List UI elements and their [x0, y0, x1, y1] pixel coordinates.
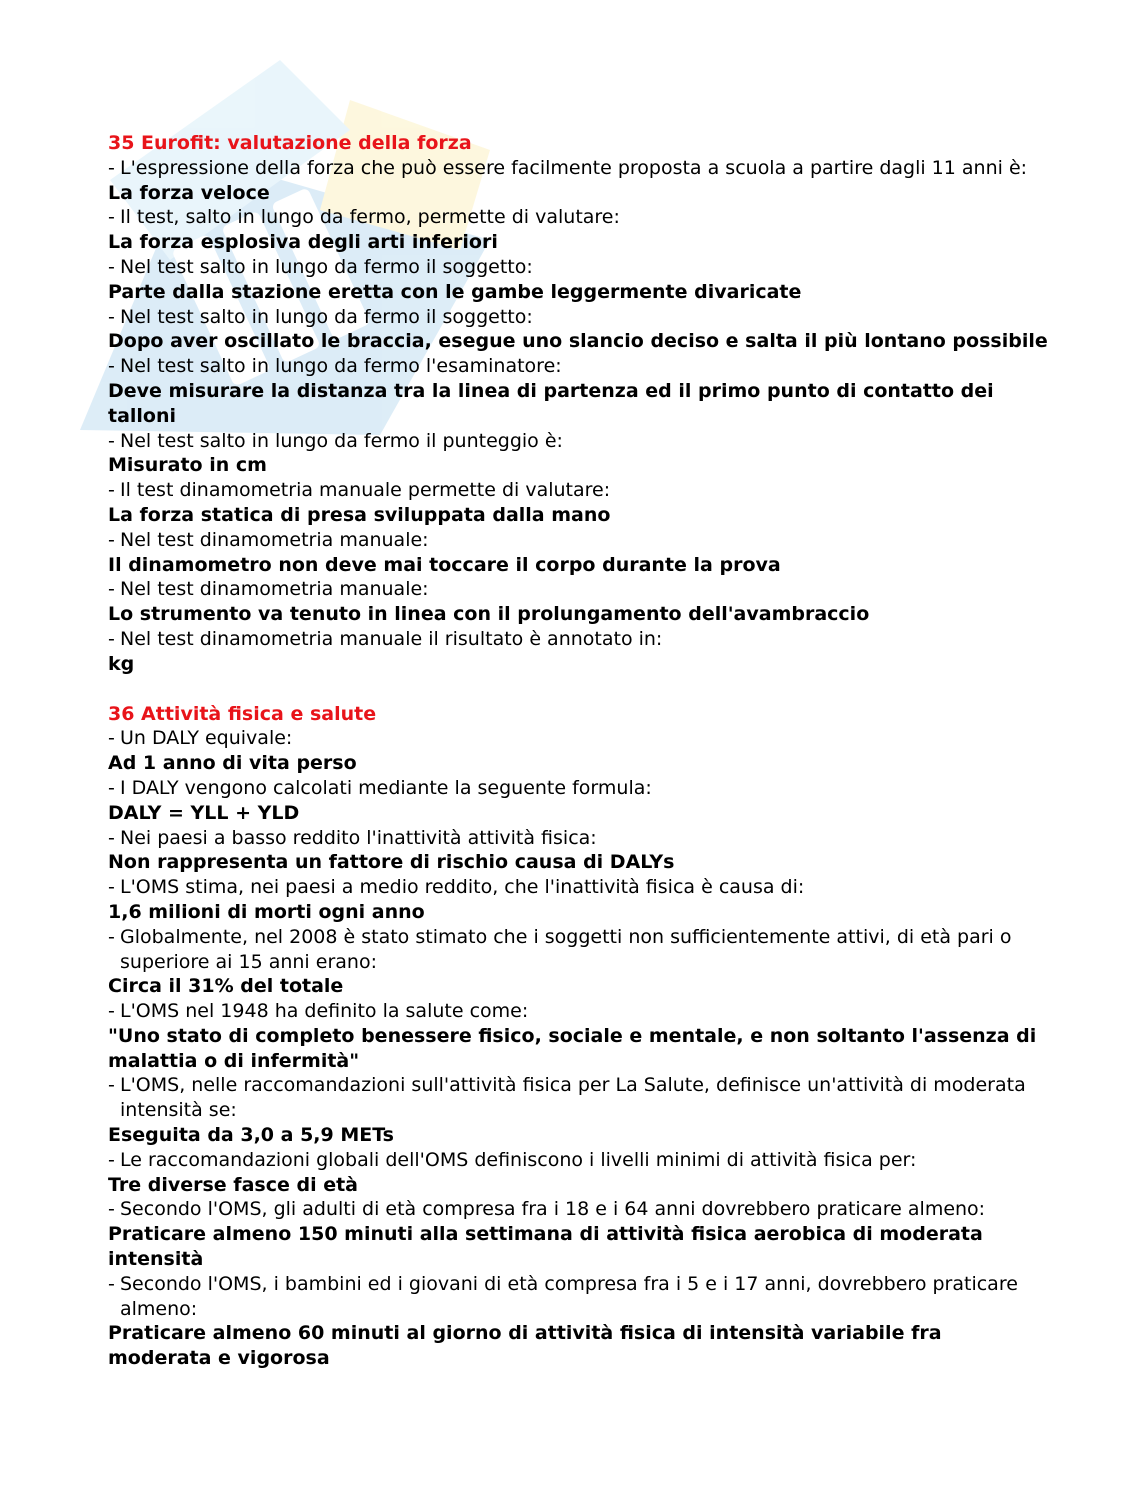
answer: La forza statica di presa sviluppata dalla mano: [108, 503, 611, 526]
question: - L'espressione della forza che può essere facilmente proposta a scuola a partire dagli 11 anni è:: [108, 156, 1028, 179]
qa-item: [108, 875, 1048, 925]
question: - Secondo l'OMS, gli adulti di età compresa fra i 18 e i 64 anni dovrebbero praticare almeno:: [108, 1198, 986, 1221]
question: - L'OMS stima, nei paesi a medio reddito, che l'inattività fisica è causa di:: [108, 876, 805, 899]
qa-item: [108, 826, 1048, 876]
qa-item: [108, 255, 1048, 305]
question: - Globalmente, nel 2008 è stato stimato che i soggetti non sufficientemente attivi, di età pari o superiore ai 15 anni erano:: [108, 925, 1012, 973]
qa-item: [108, 429, 1048, 479]
answer: Praticare almeno 150 minuti alla settimana di attività fisica aerobica di moderata intensità: [108, 1223, 983, 1271]
answer: Misurato in cm: [108, 454, 267, 477]
answer: Eseguita da 3,0 a 5,9 METs: [108, 1124, 394, 1147]
answer: Parte dalla stazione eretta con le gambe leggermente divaricate: [108, 280, 802, 303]
section-eurofit: [108, 131, 1048, 677]
answer: Circa il 31% del totale: [108, 975, 344, 998]
qa-item: [108, 305, 1048, 355]
section-attivita-fisica: [108, 702, 1048, 1372]
answer: Il dinamometro non deve mai toccare il corpo durante la prova: [108, 553, 781, 576]
qa-item: [108, 1197, 1048, 1271]
section-title: 36 Attività fisica e salute: [108, 702, 377, 725]
question: - Nel test dinamometria manuale:: [108, 528, 429, 551]
qa-item: [108, 205, 1048, 255]
qa-item: [108, 156, 1048, 206]
qa-item: [108, 1148, 1048, 1198]
qa-item: [108, 1272, 1048, 1371]
question: - Il test, salto in lungo da fermo, permette di valutare:: [108, 206, 620, 229]
qa-item: [108, 627, 1048, 677]
qa-item: [108, 925, 1048, 999]
answer: Non rappresenta un fattore di rischio causa di DALYs: [108, 851, 675, 874]
answer: Ad 1 anno di vita perso: [108, 752, 357, 775]
answer: La forza veloce: [108, 181, 270, 204]
question: - Il test dinamometria manuale permette di valutare:: [108, 479, 611, 502]
answer: Praticare almeno 60 minuti al giorno di attività fisica di intensità variabile fra moderata e vigorosa: [108, 1322, 942, 1370]
qa-item: [108, 726, 1048, 776]
document-page: [108, 131, 1048, 1396]
question: - Secondo l'OMS, i bambini ed i giovani di età compresa fra i 5 e i 17 anni, dovrebbero praticare almeno:: [108, 1272, 1018, 1320]
qa-item: [108, 354, 1048, 428]
question: - L'OMS, nelle raccomandazioni sull'attività fisica per La Salute, definisce un'attività di moderata intensità se:: [108, 1074, 1026, 1122]
question: - Nel test salto in lungo da fermo il soggetto:: [108, 255, 533, 278]
question: - Nel test dinamometria manuale:: [108, 578, 429, 601]
qa-item: [108, 999, 1048, 1073]
question: - L'OMS nel 1948 ha definito la salute come:: [108, 1000, 529, 1023]
section-title: 35 Eurofit: valutazione della forza: [108, 132, 472, 154]
question: - Nel test dinamometria manuale il risultato è annotato in:: [108, 627, 663, 650]
question: - Nel test salto in lungo da fermo il punteggio è:: [108, 429, 563, 452]
question: - Nel test salto in lungo da fermo il soggetto:: [108, 305, 533, 328]
answer: Lo strumento va tenuto in linea con il prolungamento dell'avambraccio: [108, 603, 870, 626]
answer: kg: [108, 652, 135, 675]
qa-item: [108, 1073, 1048, 1147]
answer: Deve misurare la distanza tra la linea di partenza ed il primo punto di contatto dei talloni: [108, 379, 994, 427]
question: - Nel test salto in lungo da fermo l'esaminatore:: [108, 355, 562, 378]
answer: 1,6 milioni di morti ogni anno: [108, 900, 425, 923]
qa-item: [108, 577, 1048, 627]
qa-item: [108, 528, 1048, 578]
question: - Un DALY equivale:: [108, 727, 293, 750]
qa-item: [108, 776, 1048, 826]
qa-item: [108, 478, 1048, 528]
answer: DALY = YLL + YLD: [108, 801, 300, 824]
answer: Dopo aver oscillato le braccia, esegue uno slancio deciso e salta il più lontano possibile: [108, 330, 1048, 353]
question: - Nei paesi a basso reddito l'inattività attività fisica:: [108, 826, 597, 849]
question: - I DALY vengono calcolati mediante la seguente formula:: [108, 776, 652, 799]
answer: La forza esplosiva degli arti inferiori: [108, 231, 498, 254]
answer: Tre diverse fasce di età: [108, 1173, 358, 1196]
question: - Le raccomandazioni globali dell'OMS definiscono i livelli minimi di attività fisica per:: [108, 1148, 917, 1171]
answer: "Uno stato di completo benessere fisico, sociale e mentale, e non soltanto l'assenza di malattia o di infermità": [108, 1024, 1037, 1072]
